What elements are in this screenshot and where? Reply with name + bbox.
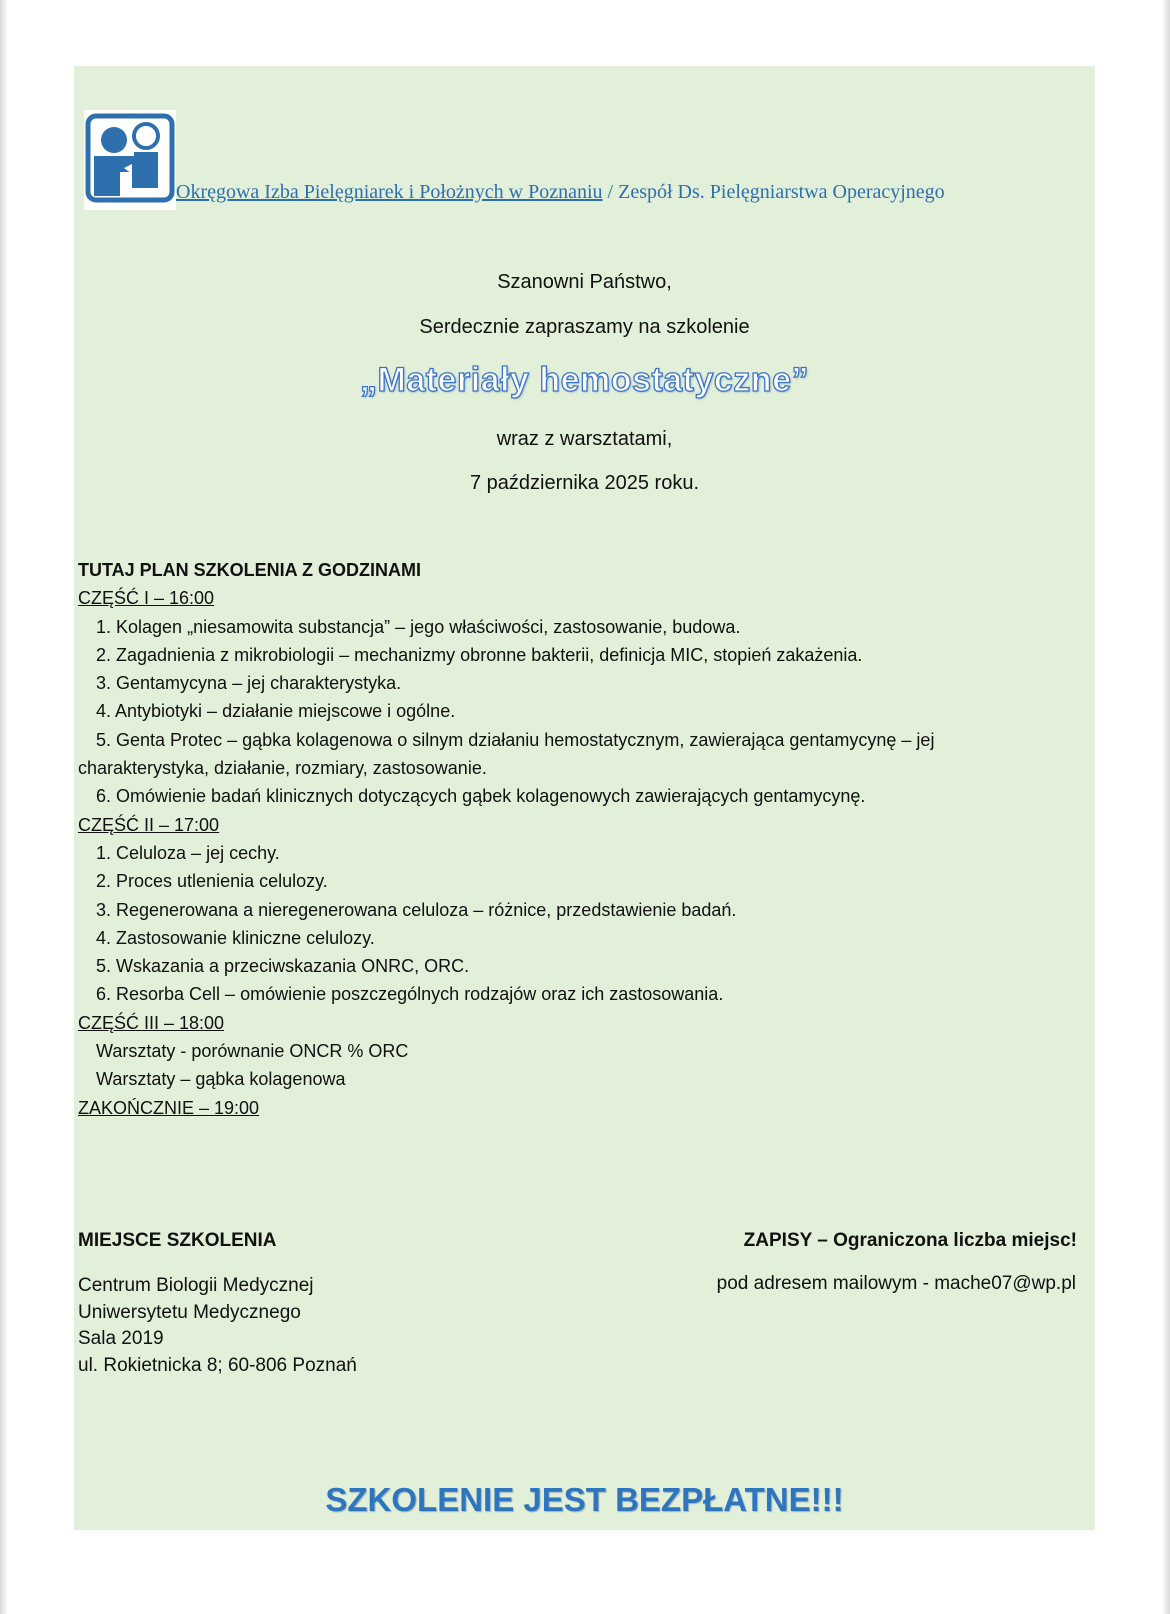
signup-heading: ZAPISY – Ograniczona liczba miejsc! — [743, 1230, 1077, 1251]
oipip-logo-icon — [84, 110, 176, 210]
free-notice: SZKOLENIE JEST BEZPŁATNE!!! — [325, 1481, 844, 1518]
greeting: Szanowni Państwo, — [497, 271, 672, 293]
list-item: 1. Celuloza – jej cechy. — [96, 842, 280, 863]
list-item: 5. Wskazania a przeciwskazania ONRC, ORC. — [96, 956, 470, 977]
list-item: 3. Gentamycyna – jej charakterystyka. — [96, 673, 402, 694]
organization-line — [176, 181, 1091, 204]
page-edge-left — [0, 0, 8, 1614]
list-item-continuation: charakterystyka, działanie, rozmiary, zastosowanie. — [78, 758, 487, 779]
training-plan — [78, 556, 1093, 1122]
training-title: „Materiały hemostatyczne” — [360, 361, 809, 399]
list-item: 6. Omówienie badań klinicznych dotyczących gąbek kolagenowych zawierających gentamycynę. — [96, 786, 866, 807]
part-3-label: CZĘŚĆ III – 18:00 — [78, 1012, 225, 1033]
venue-line: Sala 2019 — [78, 1328, 164, 1349]
organization-separator: / — [602, 181, 619, 203]
list-item: 4. Antybiotyki – działanie miejscowe i ogólne. — [96, 701, 456, 722]
organization-name[interactable]: Okręgowa Izba Pielęgniarek i Położnych w Poznaniu — [176, 181, 603, 203]
list-item: 4. Zastosowanie kliniczne celulozy. — [96, 927, 375, 948]
venue-line: Uniwersytetu Medycznego — [78, 1301, 301, 1323]
part-2-label: CZĘŚĆ II – 17:00 — [78, 814, 220, 835]
list-item: 2. Proces utlenienia celulozy. — [96, 871, 328, 892]
venue-address — [78, 1273, 357, 1379]
list-item: Warsztaty – gąbka kolagenowa — [96, 1069, 346, 1090]
venue-heading: MIEJSCE SZKOLENIA — [78, 1230, 277, 1251]
list-item: 3. Regenerowana a nieregenerowana celuloza – różnice, przedstawienie badań. — [96, 899, 737, 920]
list-item: 5. Genta Protec – gąbka kolagenowa o silnym działaniu hemostatycznym, zawierająca gentamycynę – jej — [96, 729, 935, 750]
invite-line: Serdecznie zapraszamy na szkolenie — [419, 316, 750, 338]
training-date: 7 października 2025 roku. — [469, 472, 700, 494]
end-label: ZAKOŃCZNIE – 19:00 — [78, 1097, 260, 1118]
document-sheet — [74, 66, 1095, 1530]
venue-line: ul. Rokietnicka 8; 60-806 Poznań — [78, 1354, 357, 1376]
list-item: 6. Resorba Cell – omówienie poszczególnych rodzajów oraz ich zastosowania. — [96, 984, 724, 1005]
venue-line: Centrum Biologii Medycznej — [78, 1275, 314, 1296]
list-item: 2. Zagadnienia z mikrobiologii – mechanizmy obronne bakterii, definicja MIC, stopień zakażenia. — [96, 644, 863, 665]
signup-email-line[interactable]: pod adresem mailowym - mache07@wp.pl — [716, 1273, 1076, 1294]
workshops-line: wraz z warsztatami, — [496, 428, 673, 450]
list-item: 1. Kolagen „niesamowita substancja” – jego właściwości, zastosowanie, budowa. — [96, 616, 741, 637]
page-edge-right — [1162, 0, 1170, 1614]
team-name: Zespół Ds. Pielęgniarstwa Operacyjnego — [618, 181, 945, 203]
part-1-label: CZĘŚĆ I – 16:00 — [78, 588, 215, 609]
plan-heading: TUTAJ PLAN SZKOLENIA Z GODZINAMI — [78, 560, 421, 580]
list-item: Warsztaty - porównanie ONCR % ORC — [96, 1041, 409, 1062]
